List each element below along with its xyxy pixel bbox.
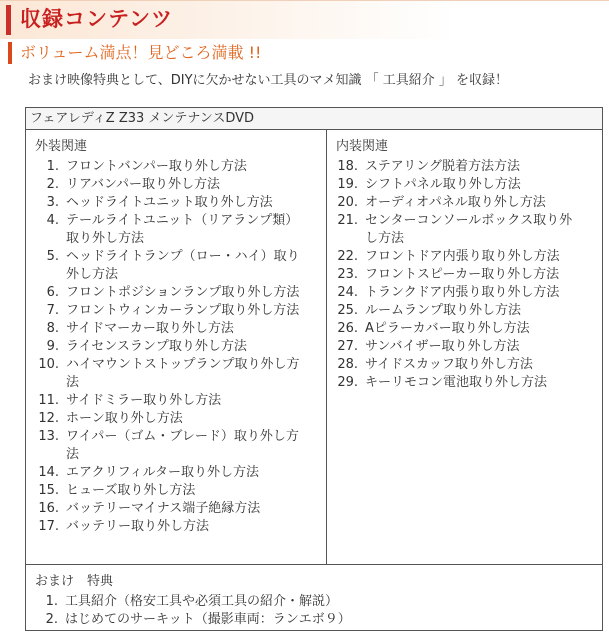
item-number: 17. [38,519,59,534]
item-text: Aピラーカバー取り外し方法 [365,321,530,336]
item-text: フロントバンパー取り外し方法 [66,159,247,174]
exterior-heading: 外装関連 [35,139,88,154]
item-text: バッテリーマイナス端子絶縁方法 [66,501,261,516]
item-text: し方法 [365,231,405,246]
list-item [26,320,326,338]
item-text: ライセンスランプ取り外し方法 [66,339,247,354]
item-number: 8. [46,321,59,336]
list-item [26,428,326,464]
item-number: 27. [337,339,358,354]
item-number: 18. [337,159,358,174]
item-number: 24. [337,285,358,300]
list-item [327,212,602,248]
exterior-section [26,130,327,564]
list-item [26,284,326,302]
list-item [26,176,326,194]
item-number: 16. [38,501,59,516]
item-text: サイドスカッフ取り外し方法 [365,357,533,372]
list-item [26,302,326,320]
item-number: 7. [46,303,59,318]
list-item [26,356,326,392]
intro-text: おまけ映像特典として、DIYに欠かせない工具のマメ知識 「 工具紹介 」 を収録！ [28,73,509,88]
item-text: 取り外し方法 [66,231,145,246]
item-text: フロントスピーカー取り外し方法 [365,267,560,282]
item-text: サイドミラー取り外し方法 [66,393,222,408]
list-item [327,248,602,266]
item-text: センターコンソールボックス取り外 [365,213,573,228]
list-item [26,338,326,356]
list-item [26,500,326,518]
interior-section [327,130,602,564]
bonus-section [26,564,602,630]
list-item [327,266,602,284]
list-item [26,410,326,428]
item-text: サンバイザー取り外し方法 [365,339,520,354]
item-text: リアバンパー取り外し方法 [66,177,221,192]
bonus-list [26,593,602,629]
list-item [26,212,326,248]
item-number: 1. [46,159,59,174]
item-number: 28. [337,357,358,372]
item-text: はじめてのサーキット（撮影車両：ランエボ９） [65,612,351,627]
item-text: ハイマウントストップランプ取り外し方 [66,357,300,372]
item-number: 5. [46,249,59,264]
item-number: 13. [38,429,59,444]
item-number: 25. [337,303,358,318]
item-text: ヘッドライトランプ（ロー・ハイ）取り [66,249,300,264]
item-number: 14. [38,465,59,480]
item-text: トランクドア内張り取り外し方法 [365,285,560,300]
list-item [327,194,602,212]
item-number: 26. [337,321,358,336]
list-item [26,611,602,629]
item-text: シフトパネル取り外し方法 [365,177,521,192]
item-text: フロントドア内張り取り外し方法 [365,249,560,264]
item-number: 21. [337,213,358,228]
list-item [327,302,602,320]
list-item [327,356,602,374]
item-text: ルームランプ取り外し方法 [365,303,522,318]
item-number: 29. [337,375,358,390]
item-number: 1. [45,594,58,609]
item-text: フロントウィンカーランプ取り外し方法 [66,303,300,318]
list-item [327,320,602,338]
list-item [327,176,602,194]
item-text: 外し方法 [66,267,119,282]
item-text: ホーン取り外し方法 [66,411,183,426]
item-text: ステアリング脱着方法方法 [365,159,520,174]
item-text: テールライトユニット（リアランプ類） [66,213,299,228]
list-item [26,518,326,536]
item-number: 11. [38,393,59,408]
item-number: 12. [38,411,59,426]
item-number: 9. [46,339,59,354]
item-number: 2. [45,612,58,627]
item-number: 22. [337,249,358,264]
interior-heading: 内装関連 [336,139,389,154]
item-text: 工具紹介（格安工具や必須工具の紹介・解説） [65,594,339,609]
contents-table [25,107,603,631]
section-header [0,0,609,39]
list-item [26,194,326,212]
list-item [26,158,326,176]
item-text: ヘッドライトユニット取り外し方法 [66,195,273,210]
list-item [26,464,326,482]
list-item [26,593,602,611]
list-item [327,158,602,176]
item-number: 3. [46,195,59,210]
list-item [26,392,326,410]
list-item [26,482,326,500]
section-title: 収録コンテンツ [20,7,173,31]
item-text: オーディオパネル取り外し方法 [365,195,546,210]
list-item [327,338,602,356]
item-number: 23. [337,267,358,282]
item-number: 10. [38,357,59,372]
header-accent-bar [6,5,11,35]
bonus-heading: おまけ 特典 [35,574,114,589]
item-text: キーリモコン電池取り外し方法 [365,375,548,390]
interior-list [327,158,602,392]
item-number: 15. [38,483,59,498]
subtitle-accent-bar [8,42,12,64]
item-number: 19. [337,177,358,192]
item-text: エアクリフィルター取り外し方法 [66,465,260,480]
list-item [327,284,602,302]
item-number: 2. [46,177,59,192]
list-item [26,248,326,284]
list-item [327,374,602,392]
item-number: 6. [46,285,59,300]
subtitle: ボリューム満点！見どころ満載 !! [20,43,262,62]
item-text: サイドマーカー取り外し方法 [66,321,234,336]
dvd-title: フェアレディZ Z33 メンテナンスDVD [26,108,602,130]
item-text: フロントポジションランプ取り外し方法 [66,285,300,300]
item-number: 4. [46,213,59,228]
item-number: 20. [337,195,358,210]
item-text: バッテリー取り外し方法 [66,519,210,534]
item-text: ワイパー（ゴム・ブレード）取り外し方 [66,429,299,444]
item-text: ヒューズ取り外し方法 [66,483,196,498]
item-text: 法 [66,447,80,462]
exterior-list [26,158,326,536]
item-text: 法 [66,375,80,390]
